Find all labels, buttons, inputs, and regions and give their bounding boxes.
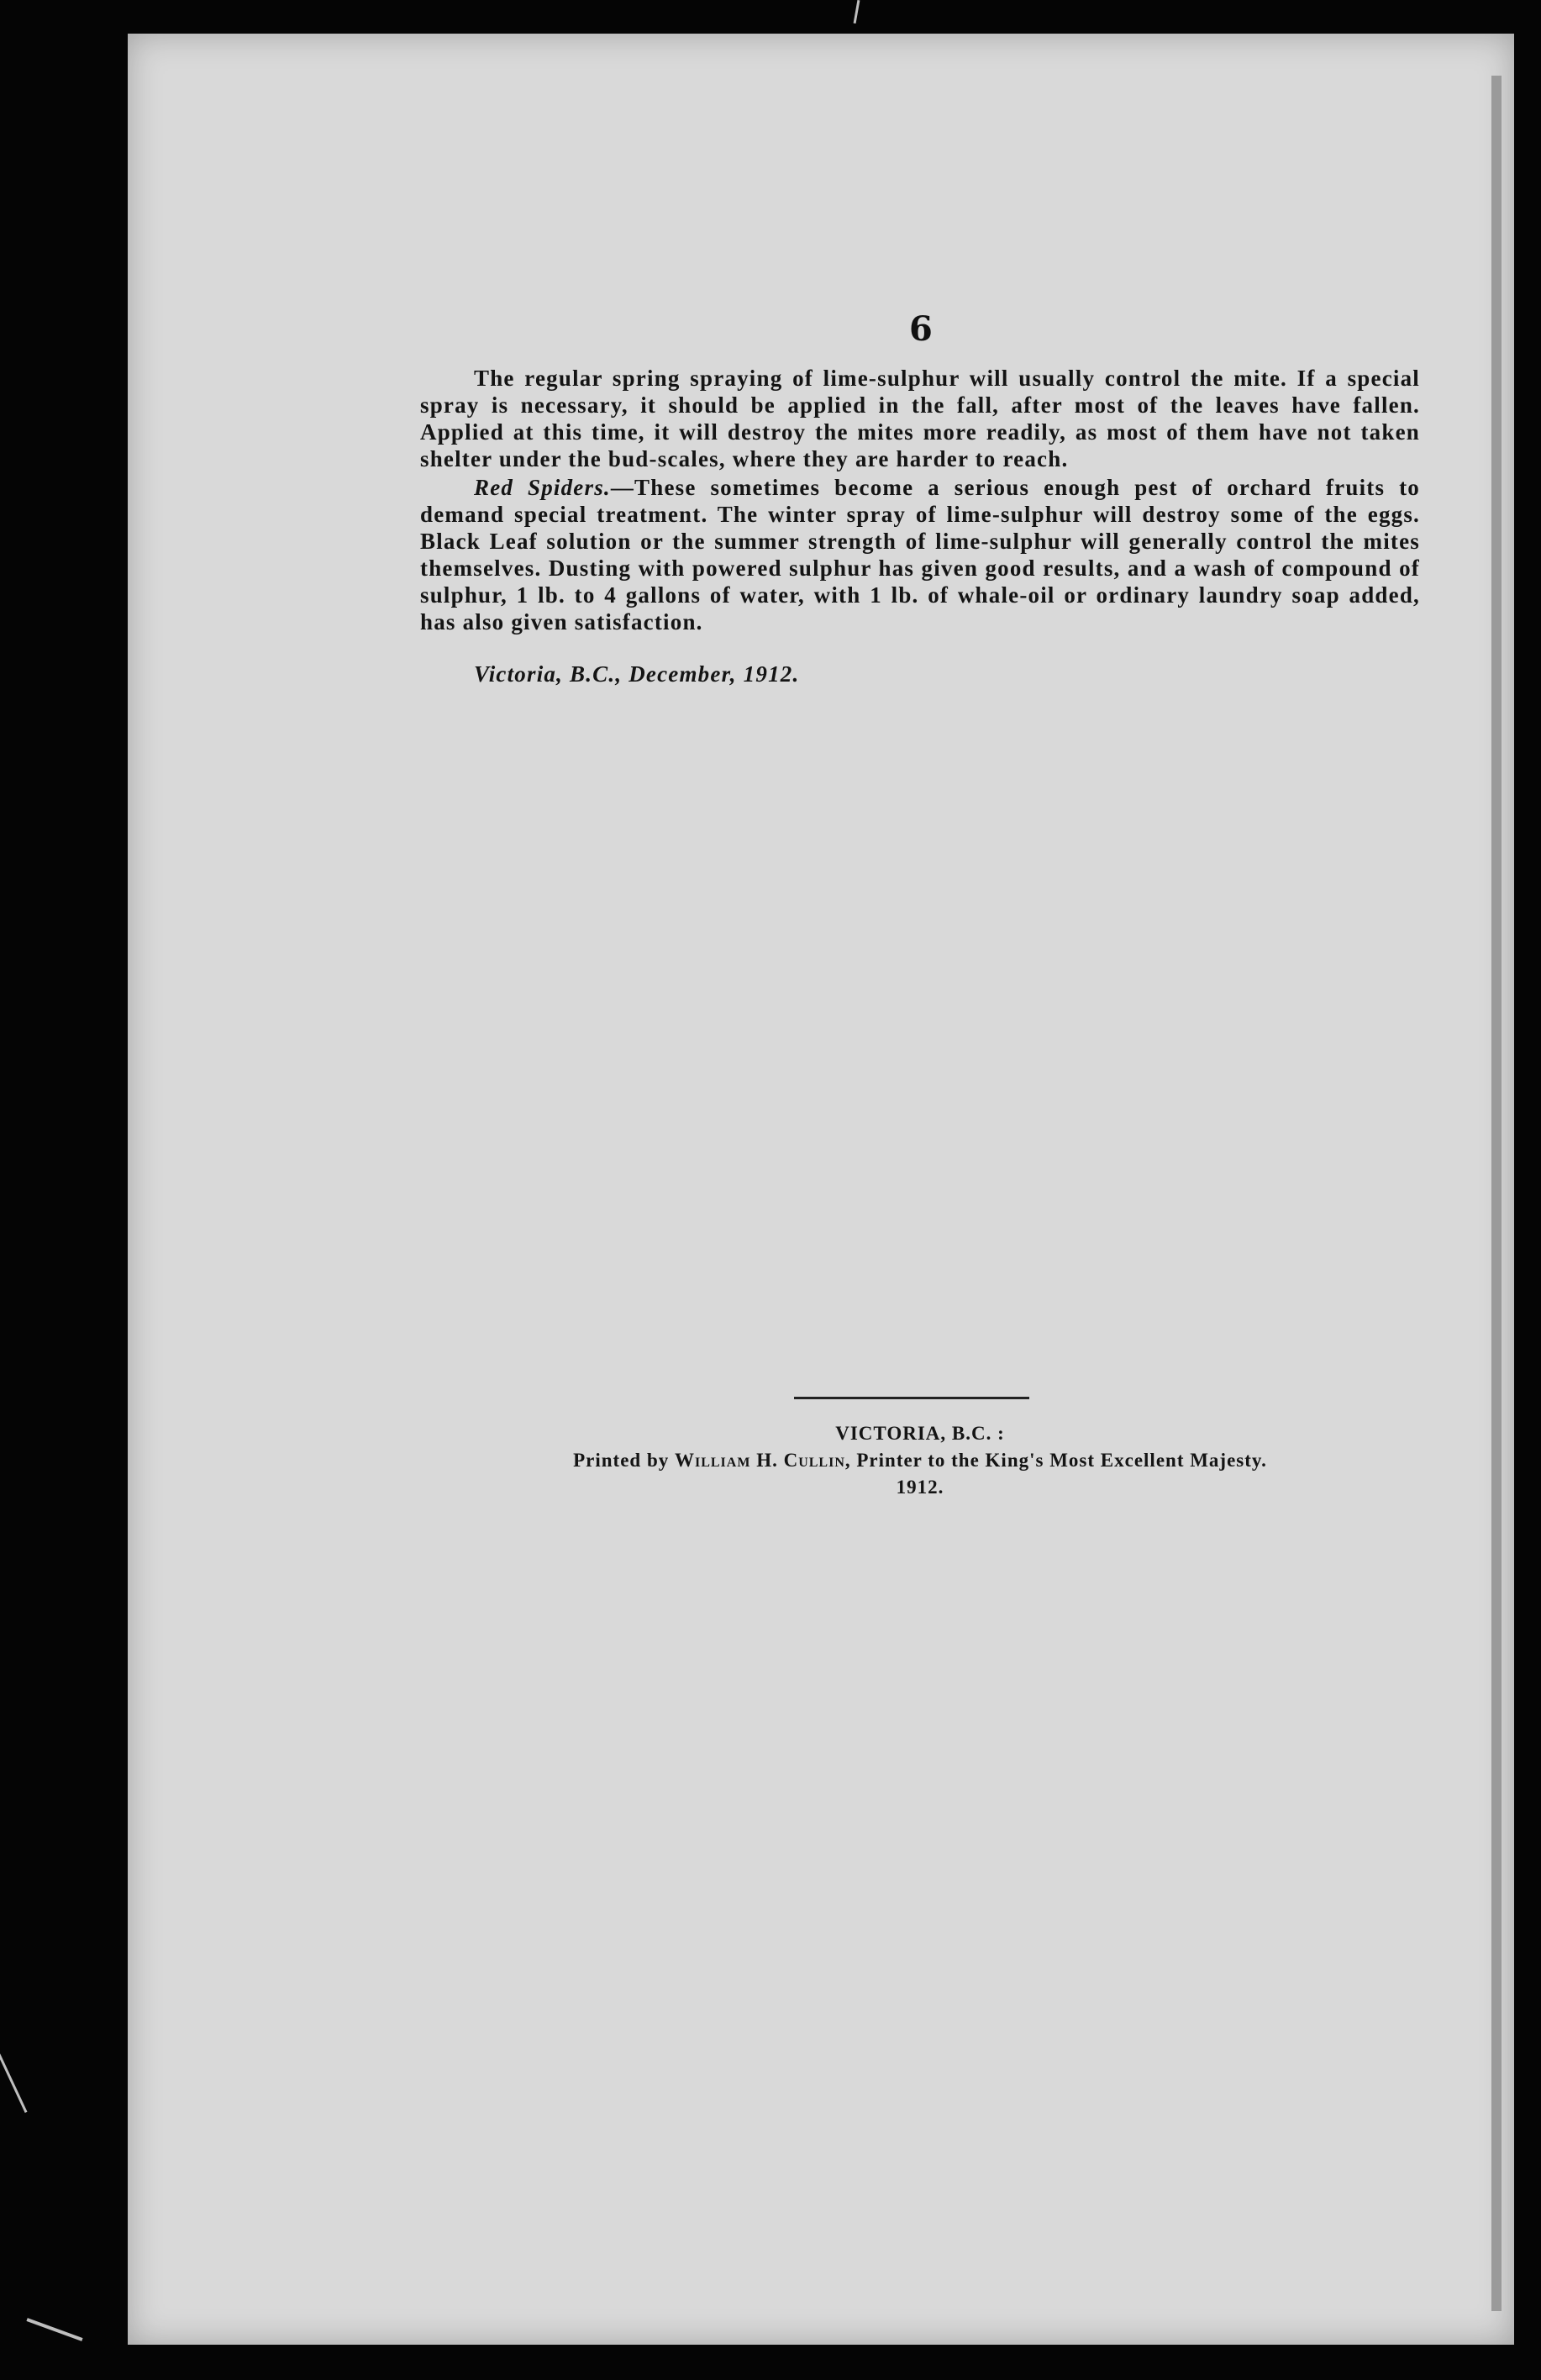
paragraph-red-spiders — [420, 474, 1420, 635]
printer-imprint — [420, 1420, 1420, 1501]
imprint-printer-name: William H. Cullin, — [674, 1450, 851, 1471]
dateline: Victoria, B.C., December, 1912. — [474, 661, 800, 687]
page-edge-shadow — [1491, 76, 1502, 2311]
imprint-divider — [794, 1397, 1029, 1399]
paragraph-mite-spraying: The regular spring spraying of lime-sulphur will usually control the mite. If a special spray is necessary, it should be applied in the fall, after most of the leaves have fallen. Applied at this time, it will destroy the mites more readily, as most of them have not taken shelter under the bud-scales, where they are harder to reach. — [420, 366, 1420, 471]
imprint-place: VICTORIA, B.C. : — [835, 1423, 1005, 1444]
red-spiders-text: —These sometimes become a serious enough pest of orchard fruits to demand special treatment. The winter spray of lime-sulphur will destroy some of the eggs. Black Leaf solution or the summer strength of lime-sulphur will generally control the mites themselves. Dusting with powered sulphur has given good results, and a wash of compound of sulphur, 1 lb. to 4 gallons of water, with 1 lb. of whale-oil or ordinary laundry soap added, has also given satisfaction. — [420, 475, 1420, 634]
imprint-printer-title: Printer to the King's Most Excellent Majesty. — [856, 1450, 1267, 1471]
body-text — [420, 365, 1420, 689]
imprint-year: 1912. — [896, 1477, 944, 1498]
imprint-printer-line — [420, 1447, 1420, 1474]
red-spiders-heading: Red Spiders. — [474, 475, 611, 500]
imprint-printed-by: Printed by — [573, 1450, 670, 1471]
page-number: 6 — [909, 309, 933, 349]
